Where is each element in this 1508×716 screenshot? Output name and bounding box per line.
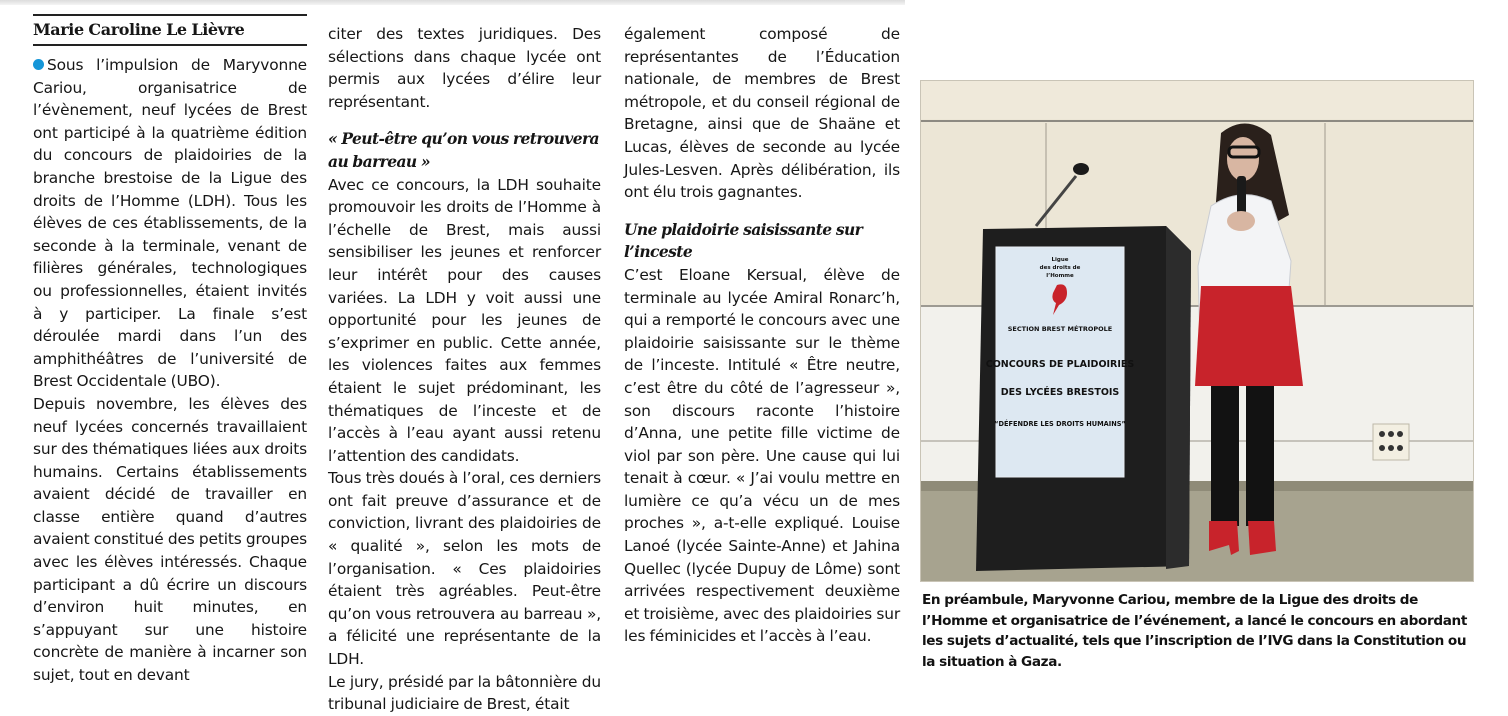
sign-org-line1: Ligue xyxy=(1051,257,1069,263)
byline-rule xyxy=(33,14,307,46)
podium xyxy=(976,226,1191,571)
body-paragraph: citer des textes juridiques. Des sélections dans chaque lycée ont permis aux lycées d’élire leur représentant. xyxy=(328,25,601,111)
photo-caption: En préambule, Maryvonne Cariou, membre de la Ligue des droits de l’Homme et organisatrice de l’événement, a lancé le concours en abordant les sujets d’actualité, tels que l’inscription de l’IVG dans la Constitution ou la situation à Gaza. xyxy=(922,592,1468,670)
sign-org-line3: l’Homme xyxy=(1046,273,1074,279)
subheading: « Peut-être qu’on vous retrouvera au barreau » xyxy=(328,129,599,171)
sign-motto: “DÉFENDRE LES DROITS HUMAINS” xyxy=(994,420,1126,428)
photo-scene xyxy=(921,81,1474,582)
red-skirt xyxy=(1195,286,1303,386)
wall-outlet-icon xyxy=(1373,424,1409,460)
body-paragraph: C’est Eloane Kersual, élève de terminale au lycée Amiral Ronarc’h, qui a remporté le concours avec une plaidoirie saisissante sur le thème de l’inceste. Intitulé « Être neutre, c’est être du côté de l’agresseur », son discours raconte l’histoire d’Anna, une petite fille victime de viol par son père. Une cause qui lui tenait à cœur. « J’ai voulu mettre en lumière ce qu’a vécu un de mes proches », a-t-elle expliqué. Louise Lanoé (lycée Sainte-Anne) et Jahina Quellec (lycée Dupuy de Lôme) sont arrivées respectivement deuxième et troisième, avec des plaidoiries sur les féminicides et l’accès à l’eau. xyxy=(624,265,900,646)
sign-title-line1: CONCOURS DE PLAIDOIRIES xyxy=(985,359,1135,370)
body-paragraph: Le jury, présidé par la bâtonnière du tribunal judiciaire de Brest, était xyxy=(328,672,601,714)
body-paragraph: Depuis novembre, les élèves des neuf lycées concernés travaillaient sur des thématiques liées aux droits humains. Certains établissements avaient décidé de travailler en classe entière quand d’autres avaient constitué des petits groupes avec les élèves intéressés. Chaque participant a dû écrire un discours d’environ huit minutes, en s’appuyant sur une histoire concrète de manière à incarner son sujet, tout en devant xyxy=(33,394,307,685)
sign-section: SECTION BREST MÉTROPOLE xyxy=(1007,325,1113,333)
red-boot xyxy=(1248,521,1276,555)
body-paragraph: également composé de représentantes de l’Éducation nationale, de membres de Brest métropole, et du conseil régional de Bretagne, ainsi que de Shaäne et Lucas, élèves de seconde au lycée Jules-Lesven. Après délibération, ils ont élu trois gagnantes. xyxy=(624,25,900,202)
article-column-1 xyxy=(33,0,307,687)
lead-paragraph: Sous l’impulsion de Maryvonne Cariou, organisatrice de l’évènement, neuf lycées de Brest ont participé à la quatrième édition du concours de plaidoiries de la branche brestoise de la Ligue des droits de l’Homme (LDH). Tous les élèves de ces établissements, de la seconde à la terminale, venant de filières générales, technologiques ou professionnelles, étaient invités à y participer. La finale s’est déroulée mardi dans l’un des amphithéâtres de l’université de Brest Occidentale (UBO). xyxy=(33,56,307,391)
article-photo xyxy=(920,80,1474,582)
body-paragraph: Avec ce concours, la LDH souhaite promouvoir les droits de l’Homme à l’échelle de Brest, mais aussi sensibiliser les jeunes et renforcer leur intérêt pour des causes variées. La LDH y voit aussi une opportunité pour les jeunes de s’exprimer en public. Cette année, les violences faites aux femmes étaient le sujet prédominant, les thématiques de l’inceste et de l’accès à l’eau ayant aussi retenu l’attention des candidats. xyxy=(328,175,601,465)
article-column-2 xyxy=(328,23,601,716)
sign-org-line2: des droits de xyxy=(1039,265,1081,271)
author-byline: Marie Caroline Le Lièvre xyxy=(33,20,245,39)
body-paragraph: Tous très doués à l’oral, ces derniers ont fait preuve d’assurance et de conviction, livrant des plaidoiries de « qualité », selon les mots de l’organisation. « Ces plaidoiries étaient très agréables. Peut-être qu’on vous retrouvera au barreau », a félicité une représentante de la LDH. xyxy=(328,469,601,669)
bullet-dot-icon xyxy=(33,59,44,70)
sign-title-line2: DES LYCÉES BRESTOIS xyxy=(1000,387,1120,398)
article-column-3 xyxy=(624,23,900,648)
subheading: Une plaidoirie saisissante sur l’inceste xyxy=(624,219,863,262)
